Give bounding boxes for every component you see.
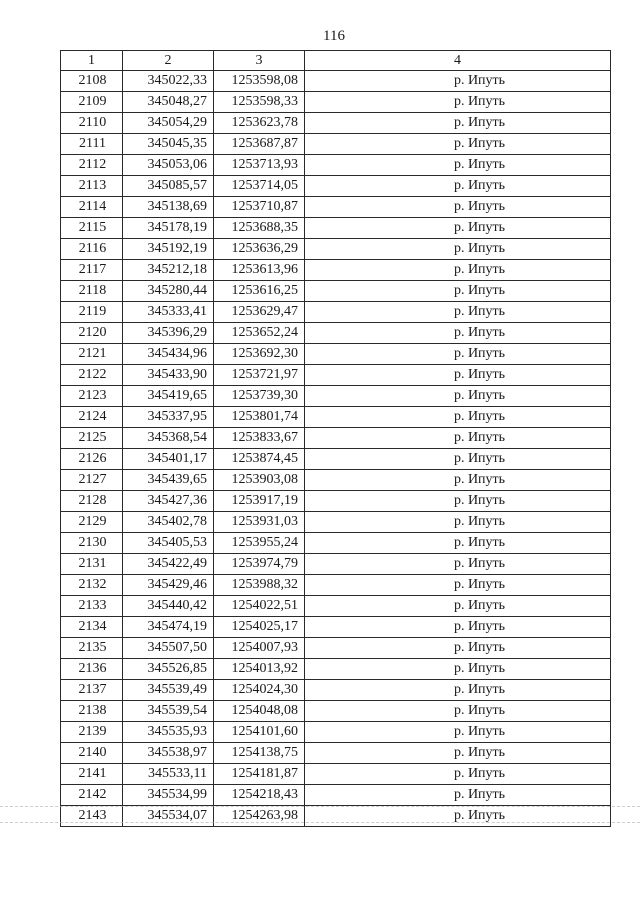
description-cell: р. Ипуть	[305, 470, 611, 491]
x-coordinate-cell: 345401,17	[123, 449, 214, 470]
table-row	[61, 659, 611, 680]
table-row	[61, 596, 611, 617]
description-cell: р. Ипуть	[305, 512, 611, 533]
point-number-cell: 2134	[61, 617, 123, 638]
point-number-cell: 2121	[61, 344, 123, 365]
point-number-cell: 2113	[61, 176, 123, 197]
table-row	[61, 218, 611, 239]
table-body	[61, 71, 611, 827]
x-coordinate-cell: 345138,69	[123, 197, 214, 218]
y-coordinate-cell: 1253598,33	[214, 92, 305, 113]
table-row	[61, 71, 611, 92]
point-number-cell: 2112	[61, 155, 123, 176]
description-cell: р. Ипуть	[305, 764, 611, 785]
description-cell: р. Ипуть	[305, 617, 611, 638]
x-coordinate-cell: 345405,53	[123, 533, 214, 554]
description-cell: р. Ипуть	[305, 365, 611, 386]
table-header	[61, 51, 611, 71]
table-row	[61, 449, 611, 470]
y-coordinate-cell: 1253692,30	[214, 344, 305, 365]
y-coordinate-cell: 1254101,60	[214, 722, 305, 743]
x-coordinate-cell: 345535,93	[123, 722, 214, 743]
point-number-cell: 2110	[61, 113, 123, 134]
x-coordinate-cell: 345526,85	[123, 659, 214, 680]
x-coordinate-cell: 345045,35	[123, 134, 214, 155]
y-coordinate-cell: 1254181,87	[214, 764, 305, 785]
description-cell: р. Ипуть	[305, 218, 611, 239]
y-coordinate-cell: 1253917,19	[214, 491, 305, 512]
table-row	[61, 554, 611, 575]
y-coordinate-cell: 1253616,25	[214, 281, 305, 302]
x-coordinate-cell: 345419,65	[123, 386, 214, 407]
point-number-cell: 2129	[61, 512, 123, 533]
point-number-cell: 2139	[61, 722, 123, 743]
x-coordinate-cell: 345396,29	[123, 323, 214, 344]
table-row	[61, 281, 611, 302]
table-row	[61, 239, 611, 260]
description-cell: р. Ипуть	[305, 638, 611, 659]
y-coordinate-cell: 1253688,35	[214, 218, 305, 239]
column-header-1: 1	[61, 51, 123, 71]
y-coordinate-cell: 1253613,96	[214, 260, 305, 281]
x-coordinate-cell: 345192,19	[123, 239, 214, 260]
y-coordinate-cell: 1254218,43	[214, 785, 305, 806]
x-coordinate-cell: 345474,19	[123, 617, 214, 638]
point-number-cell: 2114	[61, 197, 123, 218]
y-coordinate-cell: 1253636,29	[214, 239, 305, 260]
x-coordinate-cell: 345539,54	[123, 701, 214, 722]
coordinates-table	[60, 50, 611, 827]
point-number-cell: 2111	[61, 134, 123, 155]
description-cell: р. Ипуть	[305, 344, 611, 365]
description-cell: р. Ипуть	[305, 323, 611, 344]
y-coordinate-cell: 1254048,08	[214, 701, 305, 722]
description-cell: р. Ипуть	[305, 92, 611, 113]
x-coordinate-cell: 345434,96	[123, 344, 214, 365]
y-coordinate-cell: 1253687,87	[214, 134, 305, 155]
y-coordinate-cell: 1254263,98	[214, 806, 305, 827]
point-number-cell: 2142	[61, 785, 123, 806]
description-cell: р. Ипуть	[305, 113, 611, 134]
x-coordinate-cell: 345053,06	[123, 155, 214, 176]
point-number-cell: 2109	[61, 92, 123, 113]
table-row	[61, 785, 611, 806]
table-row	[61, 428, 611, 449]
description-cell: р. Ипуть	[305, 407, 611, 428]
table-row	[61, 155, 611, 176]
header-row	[61, 51, 611, 71]
y-coordinate-cell: 1254007,93	[214, 638, 305, 659]
x-coordinate-cell: 345439,65	[123, 470, 214, 491]
table-row	[61, 92, 611, 113]
point-number-cell: 2131	[61, 554, 123, 575]
x-coordinate-cell: 345534,99	[123, 785, 214, 806]
description-cell: р. Ипуть	[305, 701, 611, 722]
table-row	[61, 722, 611, 743]
y-coordinate-cell: 1253721,97	[214, 365, 305, 386]
point-number-cell: 2135	[61, 638, 123, 659]
table-row	[61, 113, 611, 134]
point-number-cell: 2141	[61, 764, 123, 785]
x-coordinate-cell: 345507,50	[123, 638, 214, 659]
y-coordinate-cell: 1253833,67	[214, 428, 305, 449]
x-coordinate-cell: 345440,42	[123, 596, 214, 617]
description-cell: р. Ипуть	[305, 596, 611, 617]
point-number-cell: 2126	[61, 449, 123, 470]
point-number-cell: 2119	[61, 302, 123, 323]
point-number-cell: 2124	[61, 407, 123, 428]
x-coordinate-cell: 345402,78	[123, 512, 214, 533]
table-row	[61, 470, 611, 491]
description-cell: р. Ипуть	[305, 806, 611, 827]
table-row	[61, 344, 611, 365]
x-coordinate-cell: 345429,46	[123, 575, 214, 596]
point-number-cell: 2128	[61, 491, 123, 512]
table-row	[61, 134, 611, 155]
point-number-cell: 2133	[61, 596, 123, 617]
table-row	[61, 701, 611, 722]
scan-artifact-line	[0, 822, 640, 824]
x-coordinate-cell: 345085,57	[123, 176, 214, 197]
x-coordinate-cell: 345433,90	[123, 365, 214, 386]
y-coordinate-cell: 1254024,30	[214, 680, 305, 701]
description-cell: р. Ипуть	[305, 533, 611, 554]
description-cell: р. Ипуть	[305, 176, 611, 197]
point-number-cell: 2120	[61, 323, 123, 344]
point-number-cell: 2140	[61, 743, 123, 764]
x-coordinate-cell: 345533,11	[123, 764, 214, 785]
point-number-cell: 2136	[61, 659, 123, 680]
column-header-3: 3	[214, 51, 305, 71]
point-number-cell: 2127	[61, 470, 123, 491]
table-row	[61, 197, 611, 218]
point-number-cell: 2117	[61, 260, 123, 281]
table-row	[61, 491, 611, 512]
x-coordinate-cell: 345054,29	[123, 113, 214, 134]
y-coordinate-cell: 1253652,24	[214, 323, 305, 344]
table-row	[61, 764, 611, 785]
description-cell: р. Ипуть	[305, 659, 611, 680]
table-row	[61, 302, 611, 323]
point-number-cell: 2123	[61, 386, 123, 407]
table-row	[61, 176, 611, 197]
y-coordinate-cell: 1253629,47	[214, 302, 305, 323]
point-number-cell: 2115	[61, 218, 123, 239]
y-coordinate-cell: 1253739,30	[214, 386, 305, 407]
x-coordinate-cell: 345280,44	[123, 281, 214, 302]
y-coordinate-cell: 1254022,51	[214, 596, 305, 617]
table-row	[61, 365, 611, 386]
y-coordinate-cell: 1253974,79	[214, 554, 305, 575]
y-coordinate-cell: 1253623,78	[214, 113, 305, 134]
description-cell: р. Ипуть	[305, 239, 611, 260]
y-coordinate-cell: 1253710,87	[214, 197, 305, 218]
x-coordinate-cell: 345427,36	[123, 491, 214, 512]
y-coordinate-cell: 1253931,03	[214, 512, 305, 533]
table-row	[61, 323, 611, 344]
table-row	[61, 638, 611, 659]
x-coordinate-cell: 345538,97	[123, 743, 214, 764]
y-coordinate-cell: 1253713,93	[214, 155, 305, 176]
y-coordinate-cell: 1253801,74	[214, 407, 305, 428]
x-coordinate-cell: 345539,49	[123, 680, 214, 701]
description-cell: р. Ипуть	[305, 155, 611, 176]
table-row	[61, 533, 611, 554]
table-row	[61, 260, 611, 281]
x-coordinate-cell: 345178,19	[123, 218, 214, 239]
point-number-cell: 2122	[61, 365, 123, 386]
point-number-cell: 2137	[61, 680, 123, 701]
description-cell: р. Ипуть	[305, 428, 611, 449]
description-cell: р. Ипуть	[305, 71, 611, 92]
x-coordinate-cell: 345048,27	[123, 92, 214, 113]
point-number-cell: 2143	[61, 806, 123, 827]
table-row	[61, 407, 611, 428]
point-number-cell: 2108	[61, 71, 123, 92]
y-coordinate-cell: 1253598,08	[214, 71, 305, 92]
description-cell: р. Ипуть	[305, 134, 611, 155]
point-number-cell: 2138	[61, 701, 123, 722]
x-coordinate-cell: 345422,49	[123, 554, 214, 575]
table-row	[61, 617, 611, 638]
table-row	[61, 512, 611, 533]
point-number-cell: 2125	[61, 428, 123, 449]
description-cell: р. Ипуть	[305, 302, 611, 323]
page-number: 116	[323, 28, 345, 44]
description-cell: р. Ипуть	[305, 491, 611, 512]
description-cell: р. Ипуть	[305, 554, 611, 575]
point-number-cell: 2118	[61, 281, 123, 302]
description-cell: р. Ипуть	[305, 449, 611, 470]
y-coordinate-cell: 1254013,92	[214, 659, 305, 680]
description-cell: р. Ипуть	[305, 680, 611, 701]
x-coordinate-cell: 345337,95	[123, 407, 214, 428]
description-cell: р. Ипуть	[305, 743, 611, 764]
description-cell: р. Ипуть	[305, 386, 611, 407]
table-row	[61, 575, 611, 596]
x-coordinate-cell: 345534,07	[123, 806, 214, 827]
x-coordinate-cell: 345333,41	[123, 302, 214, 323]
y-coordinate-cell: 1254138,75	[214, 743, 305, 764]
point-number-cell: 2116	[61, 239, 123, 260]
y-coordinate-cell: 1253874,45	[214, 449, 305, 470]
y-coordinate-cell: 1253988,32	[214, 575, 305, 596]
y-coordinate-cell: 1253955,24	[214, 533, 305, 554]
description-cell: р. Ипуть	[305, 260, 611, 281]
table-row	[61, 743, 611, 764]
y-coordinate-cell: 1253714,05	[214, 176, 305, 197]
column-header-4: 4	[305, 51, 611, 71]
x-coordinate-cell: 345212,18	[123, 260, 214, 281]
x-coordinate-cell: 345368,54	[123, 428, 214, 449]
point-number-cell: 2130	[61, 533, 123, 554]
table-row	[61, 386, 611, 407]
y-coordinate-cell: 1253903,08	[214, 470, 305, 491]
table-row	[61, 680, 611, 701]
description-cell: р. Ипуть	[305, 197, 611, 218]
x-coordinate-cell: 345022,33	[123, 71, 214, 92]
scan-artifact-line	[0, 806, 640, 808]
column-header-2: 2	[123, 51, 214, 71]
description-cell: р. Ипуть	[305, 722, 611, 743]
y-coordinate-cell: 1254025,17	[214, 617, 305, 638]
description-cell: р. Ипуть	[305, 281, 611, 302]
description-cell: р. Ипуть	[305, 785, 611, 806]
point-number-cell: 2132	[61, 575, 123, 596]
description-cell: р. Ипуть	[305, 575, 611, 596]
